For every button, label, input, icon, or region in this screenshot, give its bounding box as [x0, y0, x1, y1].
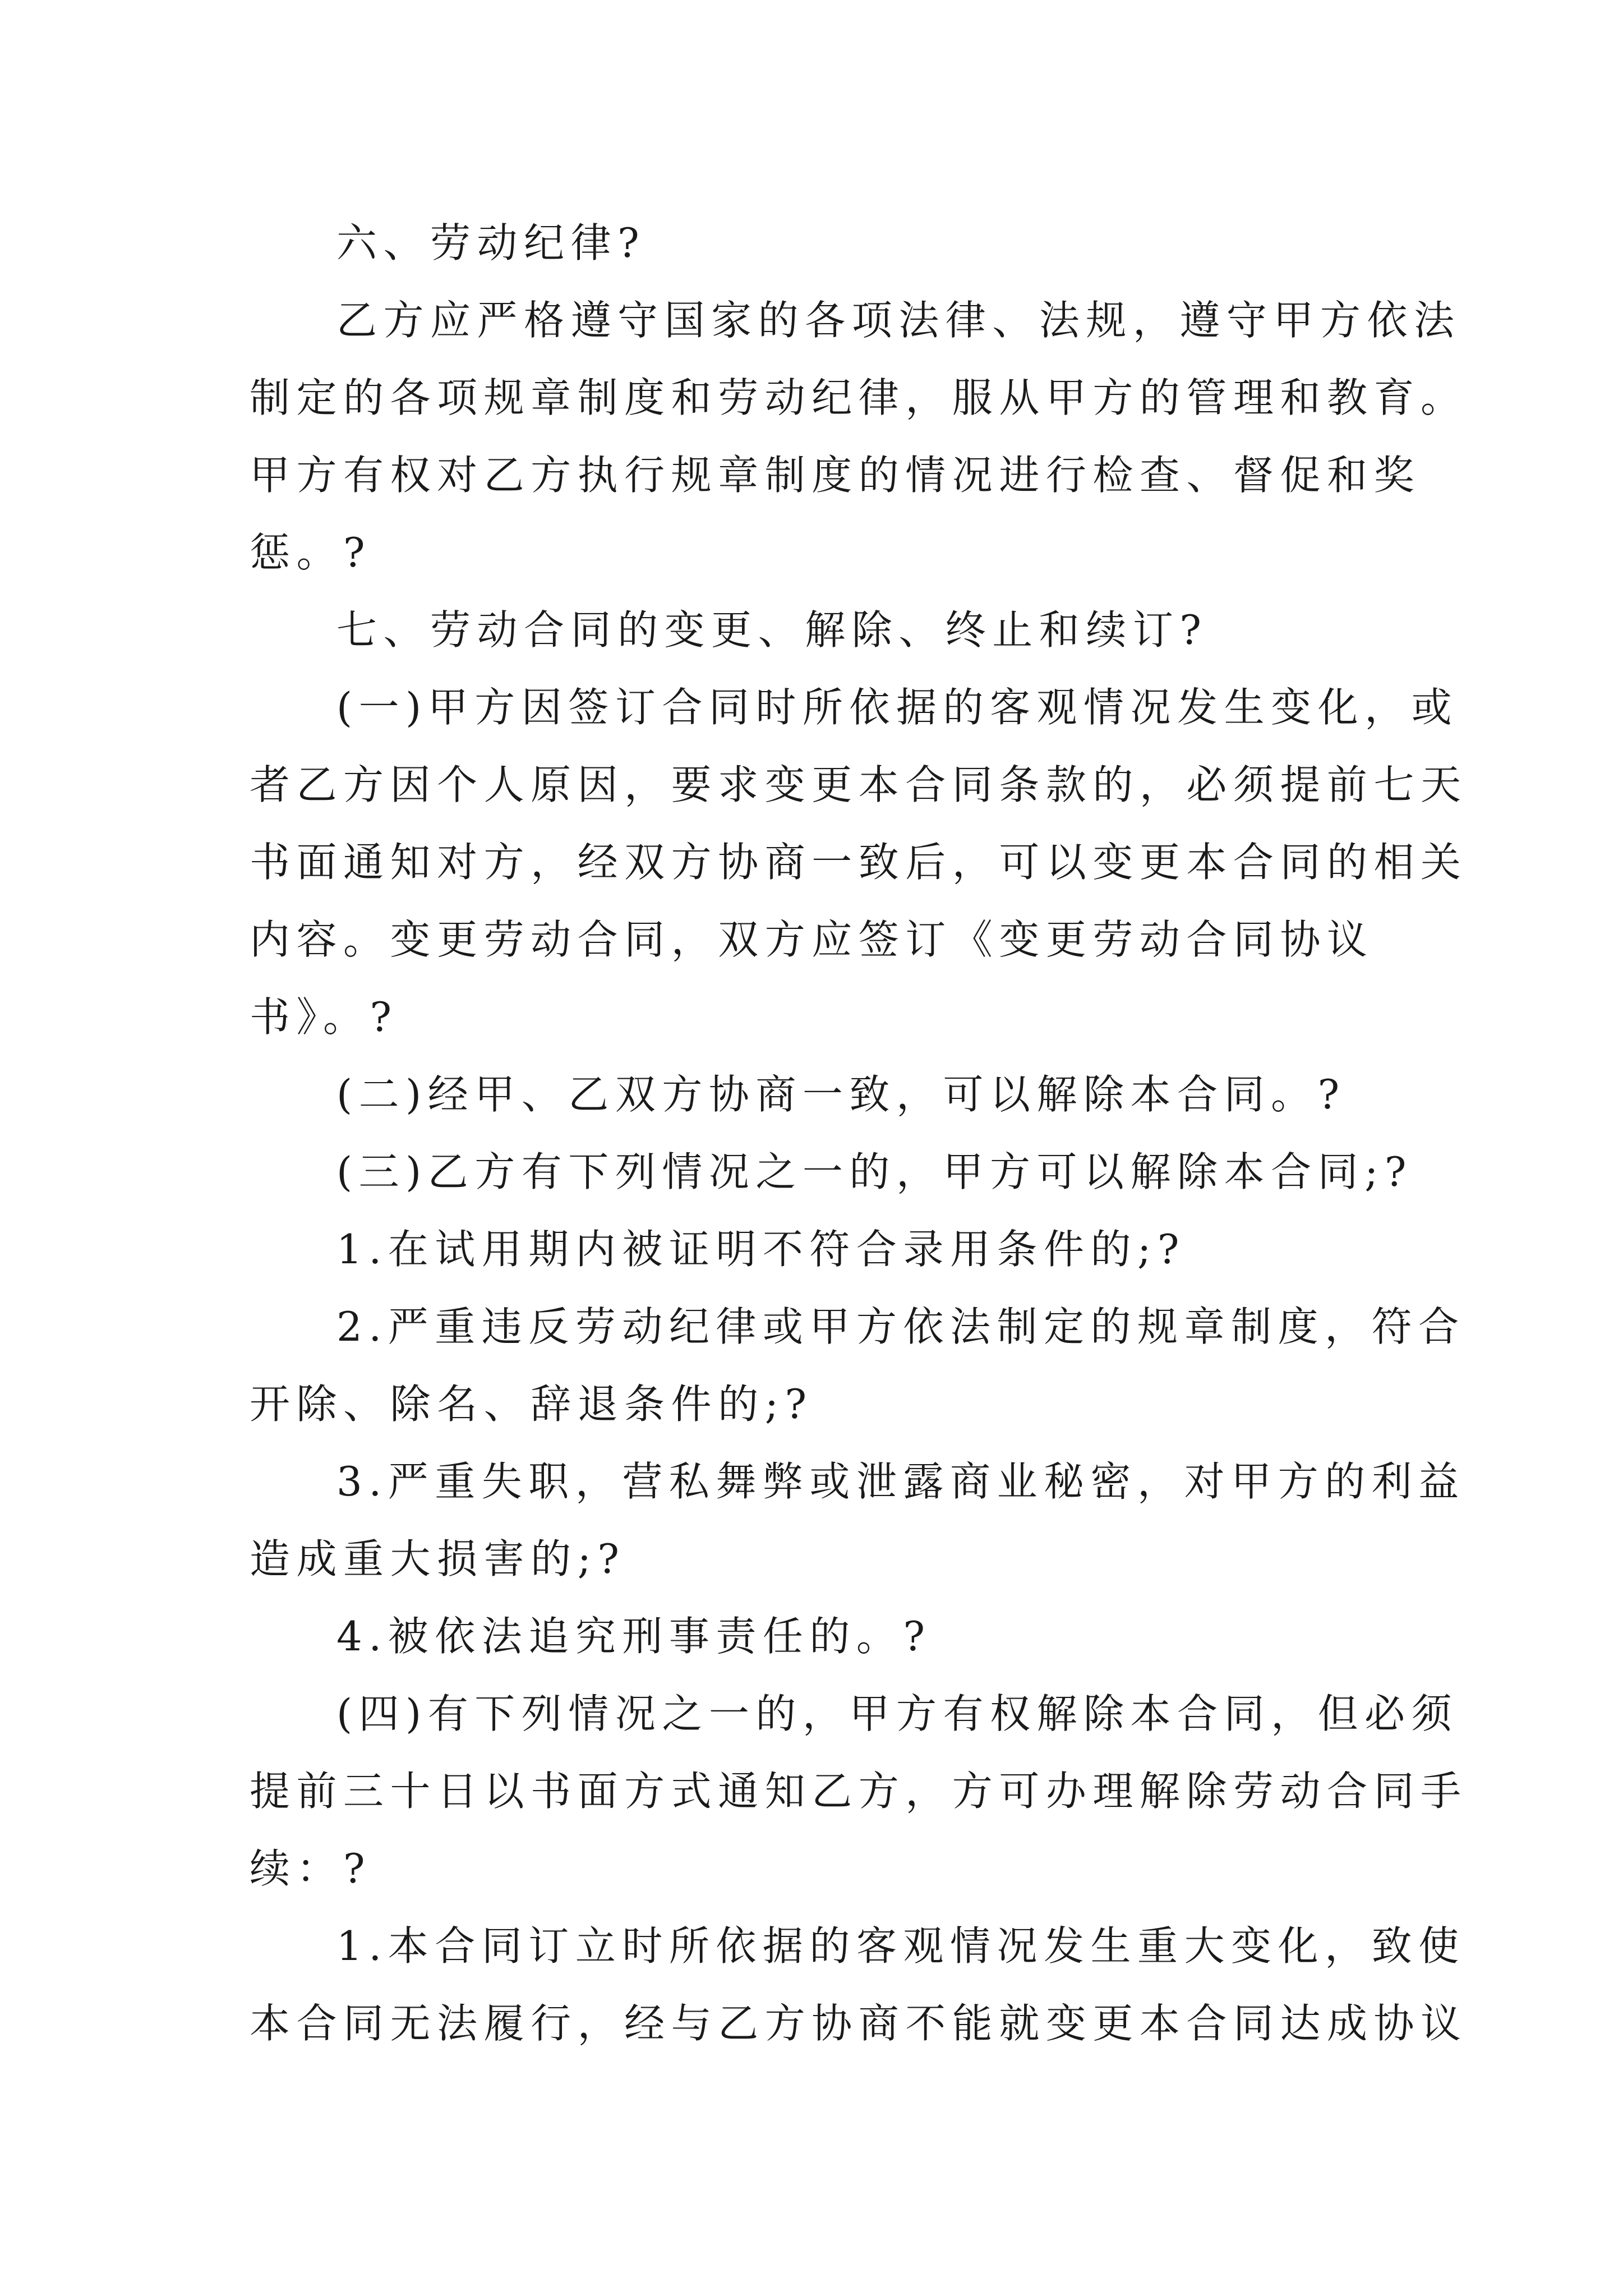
paragraph-line: 乙方应严格遵守国家的各项法律、法规，遵守甲方依法	[336, 297, 1461, 344]
list-item-line: 1.在试用期内被证明不符合录用条件的;?	[336, 1226, 1186, 1273]
list-item-line: 4.被依法追究刑事责任的。?	[336, 1613, 932, 1660]
section-heading-labor-discipline: 六、劳动纪律?	[336, 219, 646, 266]
paragraph-line: 书》。?	[250, 993, 398, 1041]
paragraph-line: 甲方有权对乙方执行规章制度的情况进行检查、督促和奖	[250, 452, 1421, 499]
paragraph-line: (四)有下列情况之一的，甲方有权解除本合同，但必须	[336, 1690, 1459, 1737]
paragraph-line: 惩。?	[250, 529, 372, 576]
paragraph-line: (一)甲方因签订合同时所依据的客观情况发生变化，或	[336, 684, 1459, 731]
list-item-line: 2.严重违反劳动纪律或甲方依法制定的规章制度，符合	[336, 1303, 1465, 1350]
list-item-line: 3.严重失职，营私舞弊或泄露商业秘密，对甲方的利益	[336, 1458, 1465, 1505]
list-item-line: 造成重大损害的;?	[250, 1535, 626, 1582]
paragraph-line: (二)经甲、乙双方协商一致，可以解除本合同。?	[336, 1071, 1346, 1118]
list-item-line: 1.本合同订立时所依据的客观情况发生重大变化，致使	[336, 1922, 1465, 1970]
list-item-line: 本合同无法履行，经与乙方协商不能就变更本合同达成协议	[250, 2000, 1468, 2047]
paragraph-line: 制定的各项规章制度和劳动纪律，服从甲方的管理和教育。	[250, 374, 1468, 421]
paragraph-line: 内容。变更劳动合同，双方应签订《变更劳动合同协议	[250, 916, 1374, 963]
list-item-line: 开除、除名、辞退条件的;?	[250, 1381, 813, 1428]
section-heading-contract-changes: 七、劳动合同的变更、解除、终止和续订?	[336, 606, 1208, 654]
paragraph-line: 续：?	[250, 1845, 372, 1892]
paragraph-line: 书面通知对方，经双方协商一致后，可以变更本合同的相关	[250, 839, 1468, 886]
paragraph-line: 者乙方因个人原因，要求变更本合同条款的，必须提前七天	[250, 761, 1468, 808]
paragraph-line: (三)乙方有下列情况之一的，甲方可以解除本合同;?	[336, 1148, 1413, 1195]
paragraph-line: 提前三十日以书面方式通知乙方，方可办理解除劳动合同手	[250, 1768, 1468, 1815]
